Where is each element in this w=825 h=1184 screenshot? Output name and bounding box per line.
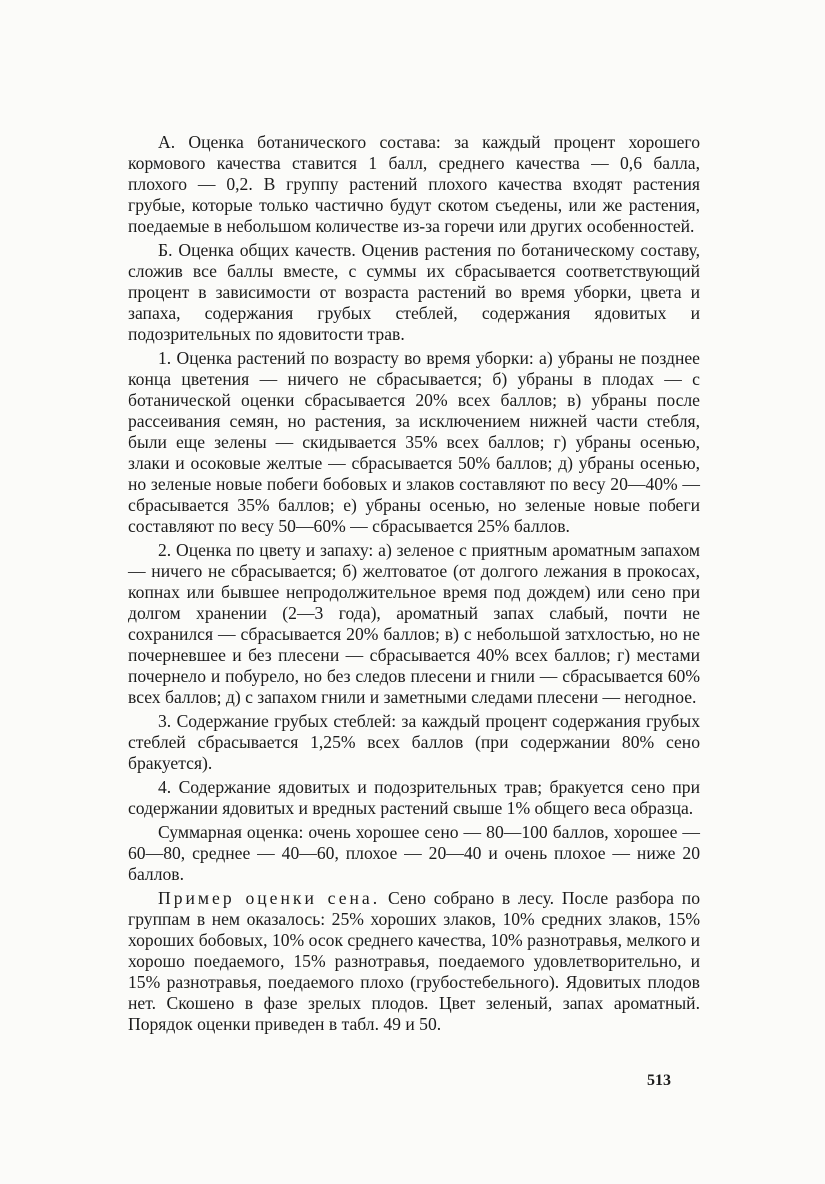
example-text: Сено собрано в лесу. После разбора по группам в нем оказалось: 25% хороших злаков, 10% средних злаков, 15% хороших бобовых, 10% осок среднего качества, 10% разнотравья, мелкого и хорошо поедаемого, 15% разнотравья, поедаемого удовлетворительно, и 15% разнотравья, поедаемого плохо (грубостебельного). Ядовитых плодов нет. Скошено в фазе зрелых плодов. Цвет зеленый, запах ароматный. Порядок оценки приведен в табл. 49 и 50.	[128, 888, 700, 1034]
paragraph-a-botanical-composition: А. Оценка ботанического состава: за каждый процент хорошего кормового качества ставится 1 балл, среднего качества — 0,6 балла, плохого — 0,2. В группу растений плохого качества входят растения грубые, которые только частично будут скотом съедены, или же растения, поедаемые в небольшом количестве из-за горечи или других особенностей.	[128, 132, 700, 236]
example-heading: Пример оценки сена.	[158, 888, 381, 908]
paragraph-2-color-and-smell: 2. Оценка по цвету и запаху: а) зеленое с приятным ароматным запахом — ничего не сбрасывается; б) желтоватое (от долгого лежания в прокосах, копнах или бывшее непродолжительное время под дождем) или сено при долгом хранении (2—3 года), ароматный запах слабый, почти не сохранился — сбрасывается 20% баллов; в) с небольшой затхлостью, но не почерневшее и без плесени — сбрасывается 40% всех баллов; г) местами почернело и побурело, но без следов плесени и гнили — сбрасывается 60% всех баллов; д) с запахом гнили и заметными следами плесени — негодное.	[128, 540, 700, 707]
paragraph-example	[128, 888, 700, 1035]
paragraph-b-general-qualities: Б. Оценка общих качеств. Оценив растения по ботаническому составу, сложив все баллы вместе, с суммы их сбрасывается соответствующий процент в зависимости от возраста растений во время уборки, цвета и запаха, содержания грубых стеблей, содержания ядовитых и подозрительных по ядовитости трав.	[128, 240, 700, 344]
paragraph-4-poisonous-herbs: 4. Содержание ядовитых и подозрительных трав; бракуется сено при содержании ядовитых и вредных растений свыше 1% общего веса образца.	[128, 777, 700, 818]
page-body	[128, 132, 700, 1035]
page-number: 513	[647, 1072, 671, 1089]
paragraph-1-age-at-harvest: 1. Оценка растений по возрасту во время уборки: а) убраны не позднее конца цветения — ничего не сбрасывается; б) убраны в плодах — с ботанической оценки сбрасывается 20% всех баллов; в) убраны после рассеивания семян, но растения, за исключением нижней части стебля, были еще зелены — скидывается 35% всех баллов; г) убраны осенью, злаки и осоковые желтые — сбрасывается 50% баллов; д) убраны осенью, но зеленые новые побеги бобовых и злаков составляют по весу 20—40% — сбрасывается 35% баллов; е) убраны осенью, но зеленые новые побеги составляют по весу 50—60% — сбрасывается 25% баллов.	[128, 348, 700, 536]
paragraph-3-coarse-stems: 3. Содержание грубых стеблей: за каждый процент содержания грубых стеблей сбрасывается 1,25% всех баллов (при содержании 80% сено бракуется).	[128, 711, 700, 773]
paragraph-summary-score: Суммарная оценка: очень хорошее сено — 80—100 баллов, хорошее — 60—80, среднее — 40—60, плохое — 20—40 и очень плохое — ниже 20 баллов.	[128, 822, 700, 884]
